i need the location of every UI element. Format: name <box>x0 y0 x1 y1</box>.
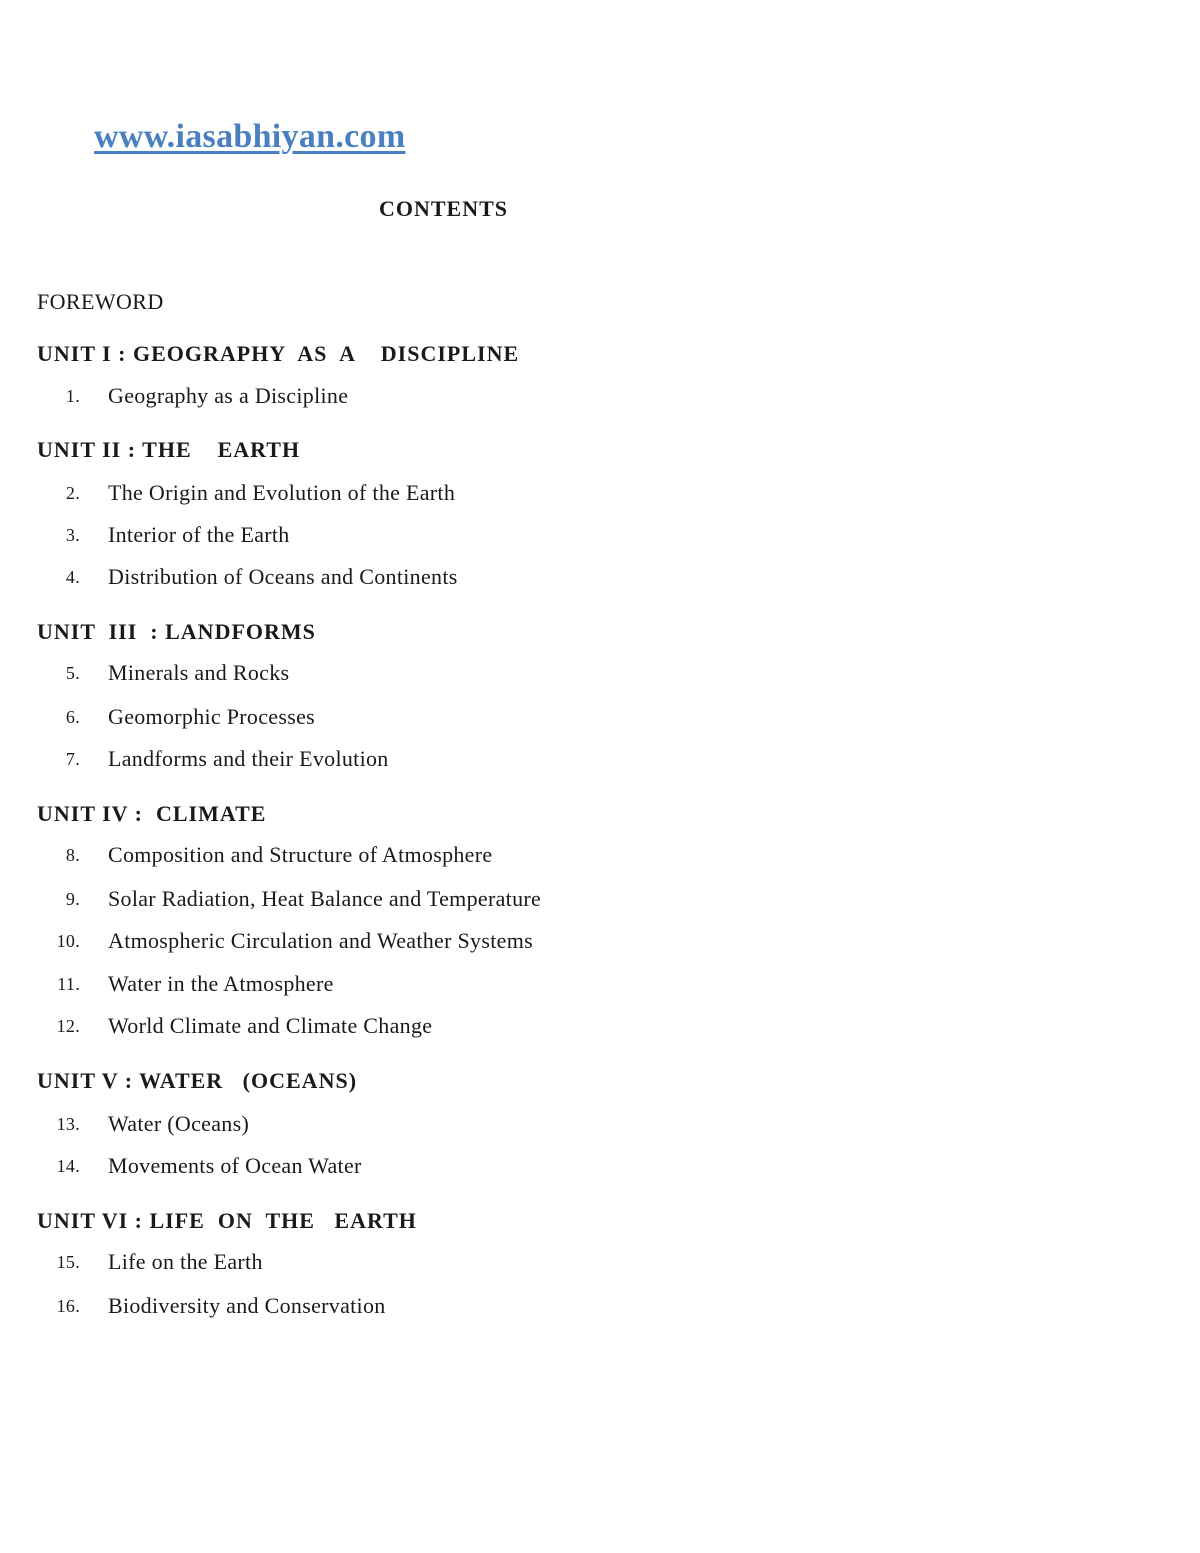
chapter-number: 16. <box>56 1296 80 1316</box>
chapter-number: 8. <box>65 845 80 865</box>
chapter-title: Atmospheric Circulation and Weather Systems <box>108 928 533 953</box>
chapter-title: Distribution of Oceans and Continents <box>108 564 458 589</box>
chapter-title: Solar Radiation, Heat Balance and Temperature <box>108 886 542 911</box>
chapter-number: 12. <box>56 1016 80 1036</box>
chapter-number: 1. <box>65 386 80 406</box>
chapter-number: 15. <box>56 1252 80 1272</box>
chapter-number: 6. <box>65 707 80 727</box>
unit-heading: UNIT V : WATER (OCEANS) <box>37 1068 358 1093</box>
unit-heading: UNIT II : THE EARTH <box>37 437 301 462</box>
chapter-title: Water (Oceans) <box>108 1111 250 1136</box>
chapter-number: 2. <box>65 483 80 503</box>
chapter-title: Minerals and Rocks <box>108 660 290 685</box>
chapter-title: The Origin and Evolution of the Earth <box>108 480 456 505</box>
chapter-number: 14. <box>56 1156 80 1176</box>
chapter-number: 3. <box>65 525 80 545</box>
chapter-title: Water in the Atmosphere <box>108 971 334 996</box>
chapter-number: 7. <box>65 749 80 769</box>
chapter-title: Life on the Earth <box>108 1249 263 1274</box>
chapter-number: 13. <box>56 1114 80 1134</box>
chapter-number: 10. <box>56 931 80 951</box>
unit-heading: UNIT VI : LIFE ON THE EARTH <box>37 1208 417 1233</box>
foreword-entry: FOREWORD <box>37 289 164 314</box>
chapter-title: Landforms and their Evolution <box>108 746 389 771</box>
site-link[interactable]: www.iasabhiyan.com <box>94 118 406 155</box>
chapter-title: World Climate and Climate Change <box>108 1013 433 1038</box>
unit-heading: UNIT IV : CLIMATE <box>37 801 267 826</box>
chapter-title: Geomorphic Processes <box>108 704 316 729</box>
chapter-number: 11. <box>57 974 80 994</box>
chapter-number: 5. <box>65 663 80 683</box>
unit-heading: UNIT III : LANDFORMS <box>37 619 316 644</box>
chapter-title: Geography as a Discipline <box>108 383 349 408</box>
page-title: CONTENTS <box>379 196 509 221</box>
chapter-title: Biodiversity and Conservation <box>108 1293 386 1318</box>
chapter-title: Interior of the Earth <box>108 522 290 547</box>
chapter-number: 4. <box>65 567 80 587</box>
chapter-number: 9. <box>65 889 80 909</box>
chapter-title: Composition and Structure of Atmosphere <box>108 842 493 867</box>
unit-heading: UNIT I : GEOGRAPHY AS A DISCIPLINE <box>37 341 520 366</box>
chapter-title: Movements of Ocean Water <box>108 1153 362 1178</box>
